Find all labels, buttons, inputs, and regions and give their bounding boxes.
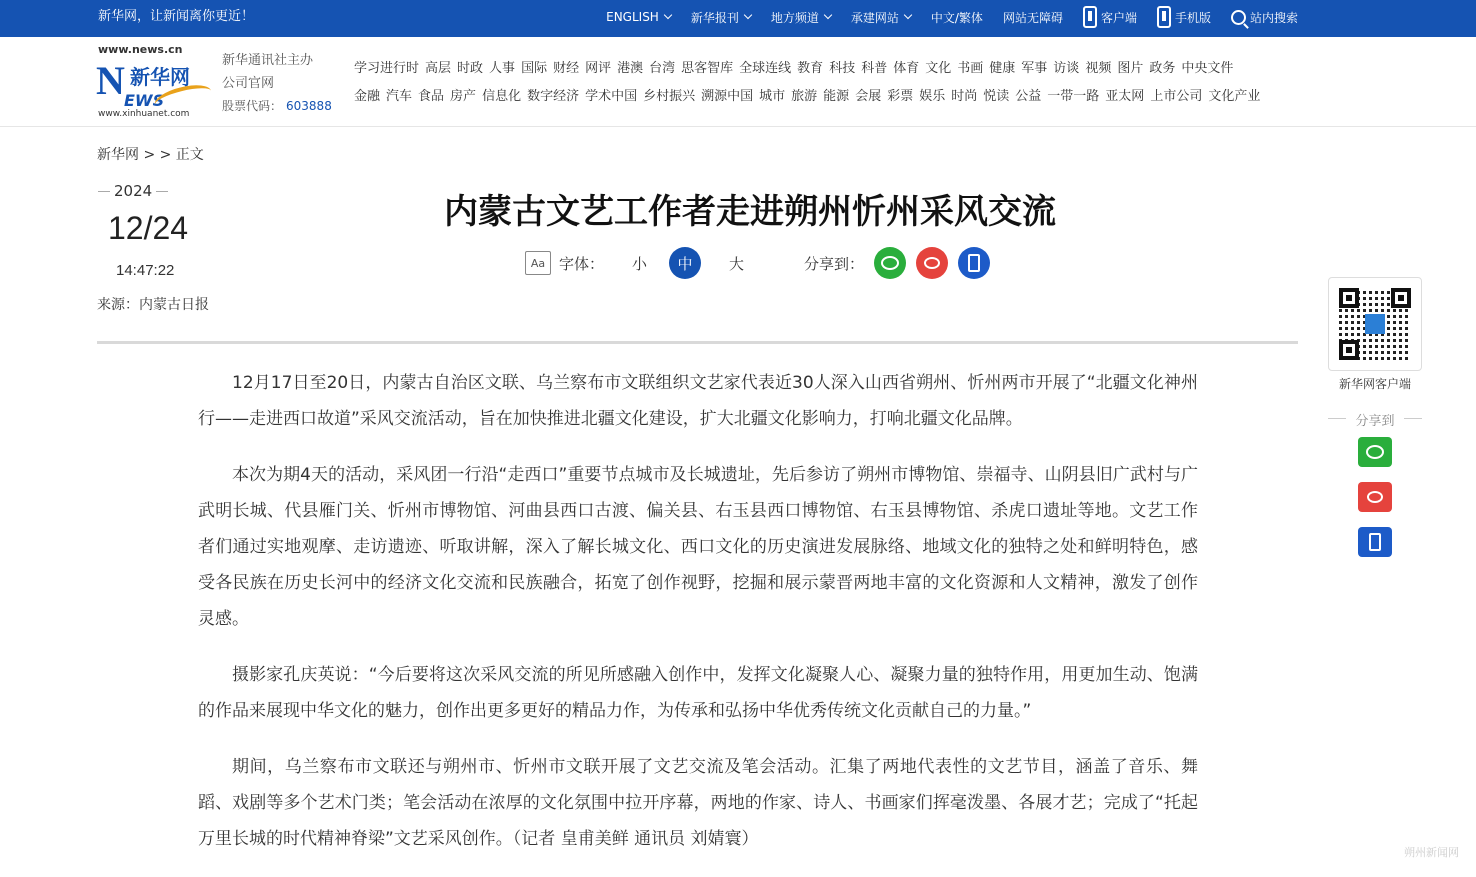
phone-icon (1083, 6, 1097, 28)
article-paragraph: 本次为期4天的活动，采风团一行沿“走西口”重要节点城市及长城遗址，先后参访了朔州市博物馆、崇福寺、山阴县旧广武村与广武明长城、代县雁门关、忻州市博物馆、河曲县西口古渡、偏关县、右玉县西口博物馆、右玉县博物馆、杀虎口遗址等地。文艺工作者们通过实地观摩、走访遗迹、听取讲解，深入了解长城文化、西口文化的历史演进发展脉络、地域文化的独特之处和鲜明特色，感受各民族在历史长河中的经济文化交流和民族融合，拓宽了创作视野，挖掘和展示蒙晋两地丰富的文化资源和人文精神，激发了创作灵感。 (198, 465, 1198, 629)
channel-link[interactable]: 访谈 (1053, 61, 1080, 76)
mobile-icon (968, 254, 980, 272)
channel-link[interactable]: 文化产业 (1208, 89, 1261, 104)
channel-link[interactable]: 悦读 (983, 89, 1010, 104)
channel-link[interactable]: 旅游 (791, 89, 818, 104)
wechat-icon (881, 256, 899, 270)
topnav-local-label: 地方频道 (770, 10, 819, 25)
channel-link[interactable]: 视频 (1085, 61, 1112, 76)
qr-code-box[interactable] (1328, 277, 1422, 371)
stock-code-value: 603888 (286, 99, 332, 113)
rail-share-weibo-button[interactable] (1358, 482, 1392, 512)
channel-link[interactable]: 公益 (1015, 89, 1042, 104)
channel-link[interactable]: 科技 (829, 61, 856, 76)
mobile-icon (1157, 6, 1171, 28)
channel-link[interactable]: 房产 (450, 89, 477, 104)
logo-letters-ews: EWS (124, 91, 165, 110)
channel-link[interactable]: 网评 (585, 61, 612, 76)
header-divider (97, 341, 1298, 344)
channel-link[interactable]: 一带一路 (1047, 89, 1100, 104)
article-source: 来源：内蒙古日报 (97, 297, 209, 313)
channel-link[interactable]: 政务 (1149, 61, 1176, 76)
channel-link[interactable]: 高层 (425, 61, 452, 76)
weibo-icon (924, 257, 940, 269)
channel-link[interactable]: 娱乐 (919, 89, 946, 104)
channel-link[interactable]: 食品 (418, 89, 445, 104)
channel-link[interactable]: 溯源中国 (701, 89, 754, 104)
font-medium-button[interactable]: 中 (669, 247, 701, 279)
watermark: 朔州新闻网 (1404, 846, 1459, 859)
top-nav (586, 0, 1298, 34)
qr-caption: 新华网客户端 (1338, 377, 1411, 391)
channel-link[interactable]: 军事 (1021, 61, 1048, 76)
chevron-down-icon (744, 11, 752, 19)
org-info (222, 49, 332, 118)
channel-row-2 (354, 83, 1314, 111)
logo-name: 新华网 (130, 65, 190, 89)
channel-link[interactable]: 国际 (521, 61, 548, 76)
topnav-mobile-label: 手机版 (1174, 10, 1211, 25)
channel-link[interactable]: 台湾 (649, 61, 676, 76)
font-size-icon: Aa (525, 251, 551, 275)
logo-letter-n: N (96, 58, 125, 103)
channel-link[interactable]: 会展 (855, 89, 882, 104)
topnav-english[interactable] (606, 10, 671, 24)
channel-link[interactable]: 教育 (797, 61, 824, 76)
channel-link[interactable]: 能源 (823, 89, 850, 104)
channel-nav (354, 55, 1314, 111)
channel-link[interactable]: 中央文件 (1181, 61, 1234, 76)
channel-link[interactable]: 思客智库 (681, 61, 734, 76)
chevron-down-icon (904, 11, 912, 19)
topnav-search[interactable] (1231, 9, 1298, 26)
logo-url-bottom: www.xinhuanet.com (98, 109, 190, 119)
topnav-newspapers-label: 新华报刊 (690, 10, 739, 25)
channel-link[interactable]: 财经 (553, 61, 580, 76)
channel-link[interactable]: 金融 (354, 89, 381, 104)
org-line2: 公司官网 (222, 76, 275, 91)
chevron-down-icon (664, 11, 672, 19)
channel-link[interactable]: 上市公司 (1150, 89, 1203, 104)
topnav-accessibility[interactable] (1003, 9, 1063, 26)
channel-link[interactable]: 体育 (893, 61, 920, 76)
topnav-hosted-sites[interactable] (851, 9, 911, 26)
topnav-local-channels[interactable] (771, 9, 831, 26)
article-paragraph: 12月17日至20日，内蒙古自治区文联、乌兰察布市文联组织文艺家代表近30人深入山西省朔州、忻州两市开展了“北疆文化神州行——走进西口故道”采风交流活动，旨在加快推进北疆文化建设，扩大北疆文化影响力，打响北疆文化品牌。 (198, 373, 1198, 429)
topnav-accessibility-label: 网站无障碍 (1002, 10, 1063, 25)
qr-logo (1365, 314, 1385, 334)
topnav-simplified-traditional[interactable] (931, 9, 983, 26)
stock-code (222, 95, 332, 118)
topnav-client[interactable] (1083, 6, 1137, 28)
channel-link[interactable]: 时尚 (951, 89, 978, 104)
qr-code (1339, 288, 1411, 360)
topnav-lang-label: 中文/繁体 (930, 10, 983, 25)
channel-link[interactable]: 乡村振兴 (643, 89, 696, 104)
weibo-icon (1367, 491, 1383, 503)
breadcrumb[interactable]: 新华网 > > 正文 (97, 147, 204, 163)
channel-link[interactable]: 图片 (1117, 61, 1144, 76)
channel-link[interactable]: 汽车 (386, 89, 413, 104)
channel-link[interactable]: 全球连线 (739, 61, 792, 76)
topnav-english-label: ENGLISH (606, 10, 659, 24)
channel-link[interactable]: 书画 (957, 61, 984, 76)
channel-link[interactable]: 时政 (457, 61, 484, 76)
font-small-button[interactable]: 小 (632, 254, 648, 273)
channel-link[interactable]: 人事 (489, 61, 516, 76)
site-slogan: 新华网，让新闻离你更近！ (98, 9, 255, 24)
rail-share-wechat-button[interactable] (1358, 437, 1392, 467)
mobile-icon (1369, 533, 1381, 551)
channel-link[interactable]: 学习进行时 (354, 61, 420, 76)
wechat-icon (1366, 445, 1384, 459)
channel-link[interactable]: 亚太网 (1105, 89, 1145, 104)
search-icon (1231, 10, 1246, 25)
chevron-down-icon (824, 11, 832, 19)
channel-link[interactable]: 学术中国 (585, 89, 638, 104)
topnav-mobile[interactable] (1157, 6, 1211, 28)
share-label: 分享到： (804, 254, 865, 273)
channel-link[interactable]: 文化 (925, 61, 952, 76)
qr-finder (1391, 288, 1411, 308)
channel-link[interactable]: 信息化 (482, 89, 522, 104)
article-paragraph: 期间，乌兰察布市文联还与朔州市、忻州市文联开展了文艺交流及笔会活动。汇集了两地代表性的文艺节目，涵盖了音乐、舞蹈、戏剧等多个艺术门类；笔会活动在浓厚的文化氛围中拉开序幕，两地的作家、诗人、书画家们挥毫泼墨、各展才艺；完成了“托起万里长城的时代精神脊梁”文艺采风创作。（记者 皇甫美鲜 通讯员 刘婧寰） (198, 757, 1198, 849)
article-body (198, 365, 1198, 877)
share-mobile-button[interactable] (958, 247, 990, 279)
topnav-newspapers[interactable] (691, 9, 751, 26)
publish-time: 14:47:22 (116, 262, 175, 279)
channel-link[interactable]: 彩票 (887, 89, 914, 104)
article-paragraph: 摄影家孔庆英说：“今后要将这次采风交流的所见所感融入创作中，发挥文化凝聚人心、凝聚力量的独特作用，用更加生动、饱满的作品来展现中华文化的魅力，创作出更多更好的精品力作，为传承和弘扬中华优秀传统文化贡献自己的力量。” (198, 665, 1198, 721)
topnav-hosted-label: 承建网站 (850, 10, 899, 25)
share-weibo-button[interactable] (916, 247, 948, 279)
topnav-client-label: 客户端 (1100, 10, 1137, 25)
qr-finder (1339, 288, 1359, 308)
stock-label: 股票代码： (222, 99, 283, 113)
channel-link[interactable]: 健康 (989, 61, 1016, 76)
site-header (0, 37, 1476, 127)
share-wechat-button[interactable] (874, 247, 906, 279)
channel-link[interactable]: 科普 (861, 61, 888, 76)
font-large-button[interactable]: 大 (729, 254, 745, 273)
logo-url-top: www.news.cn (98, 43, 183, 56)
publish-year: 2024 (114, 182, 153, 200)
qr-finder (1339, 340, 1359, 360)
topnav-search-label: 站内搜索 (1249, 10, 1298, 25)
channel-row-1 (354, 55, 1314, 83)
channel-link[interactable]: 港澳 (617, 61, 644, 76)
article-title: 内蒙古文艺工作者走进朔州忻州采风交流 (444, 192, 1056, 232)
channel-link[interactable]: 城市 (759, 89, 786, 104)
font-label: 字体： (559, 254, 605, 273)
top-bar (0, 0, 1476, 37)
rail-share-label: 分享到 (1328, 410, 1422, 429)
article-tools (525, 246, 990, 280)
rail-share-mobile-button[interactable] (1358, 527, 1392, 557)
xinhua-logo[interactable] (96, 43, 216, 121)
publish-month-day: 12/24 (108, 210, 189, 246)
channel-link[interactable]: 数字经济 (527, 89, 580, 104)
org-line1: 新华通讯社主办 (222, 53, 314, 68)
